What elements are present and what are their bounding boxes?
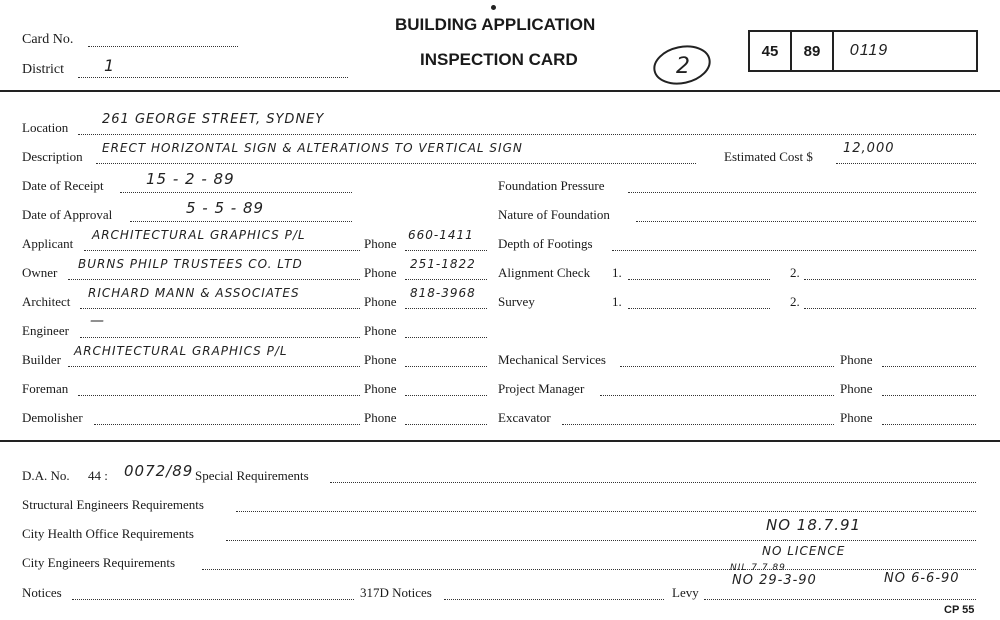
- depth-footings-label: Depth of Footings: [498, 236, 593, 251]
- date-approval-label: Date of Approval: [22, 207, 113, 222]
- excavator-label: Excavator: [498, 410, 551, 425]
- foreman-label: Foreman: [22, 381, 69, 396]
- city-engineers-label: City Engineers Requirements: [22, 555, 176, 570]
- builder-label: Builder: [22, 352, 61, 367]
- applicant-phone-value: 660-1411: [408, 228, 474, 242]
- alignment-check-label: Alignment Check: [498, 265, 591, 280]
- project-manager-label: Project Manager: [498, 381, 585, 396]
- owner-phone-label: Phone: [364, 265, 397, 280]
- alignment-num-1: 1.: [612, 265, 622, 280]
- reference-number-box: [748, 30, 978, 72]
- city-health-value: NO 18.7.91: [766, 516, 862, 534]
- survey-num-1: 1.: [612, 294, 622, 309]
- circled-number: 2: [676, 54, 691, 79]
- location-value: 261 GEORGE STREET, SYDNEY: [102, 112, 325, 127]
- engineer-phone-label: Phone: [364, 323, 397, 338]
- architect-value: RICHARD MANN & ASSOCIATES: [88, 286, 300, 300]
- survey-num-2: 2.: [790, 294, 800, 309]
- ref-year: 89: [792, 32, 834, 70]
- demolisher-phone-label: Phone: [364, 410, 397, 425]
- nature-foundation-label: Nature of Foundation: [498, 207, 610, 222]
- foundation-pressure-label: Foundation Pressure: [498, 178, 605, 193]
- district-label: District: [22, 62, 64, 77]
- form-code: CP 55: [944, 604, 975, 616]
- architect-label: Architect: [22, 294, 71, 309]
- header-divider: [0, 90, 1000, 92]
- alignment-num-2: 2.: [790, 265, 800, 280]
- mechanical-phone-label: Phone: [840, 352, 873, 367]
- special-requirements-label: Special Requirements: [195, 468, 309, 483]
- city-health-label: City Health Office Requirements: [22, 526, 194, 541]
- owner-phone-value: 251-1822: [410, 257, 476, 271]
- notices-label: Notices: [22, 585, 62, 600]
- excavator-phone-label: Phone: [840, 410, 873, 425]
- da-no-prefix: 44 :: [88, 468, 108, 483]
- date-receipt-value: 15 - 2 - 89: [146, 170, 235, 188]
- levy-note-2: NO 29-3-90: [732, 573, 817, 588]
- applicant-label: Applicant: [22, 236, 74, 251]
- da-no-value: 0072/89: [124, 462, 194, 480]
- engineer-label: Engineer: [22, 323, 69, 338]
- estimated-cost-label: Estimated Cost $: [724, 149, 813, 164]
- district-value: 1: [104, 56, 116, 75]
- da-no-label: D.A. No.: [22, 468, 70, 483]
- architect-phone-value: 818-3968: [410, 286, 476, 300]
- section-divider: [0, 440, 1000, 442]
- card-no-field: [88, 46, 238, 47]
- form-subtitle: INSPECTION CARD: [420, 50, 578, 69]
- levy-note-1: NIL 7.7.89: [730, 563, 786, 573]
- owner-value: BURNS PHILP TRUSTEES CO. LTD: [78, 257, 303, 271]
- date-receipt-label: Date of Receipt: [22, 178, 104, 193]
- ref-serial: 0119: [849, 42, 889, 59]
- notices-317d-label: 317D Notices: [360, 585, 432, 600]
- ref-year-prefix: 45: [750, 32, 792, 70]
- applicant-value: ARCHITECTURAL GRAPHICS P/L: [92, 228, 306, 242]
- mechanical-services-label: Mechanical Services: [498, 352, 606, 367]
- punch-dot: [491, 5, 496, 10]
- engineer-value: —: [90, 313, 105, 329]
- structural-requirements-label: Structural Engineers Requirements: [22, 497, 204, 512]
- estimated-cost-value: 12,000: [843, 141, 895, 156]
- date-approval-value: 5 - 5 - 89: [186, 199, 265, 217]
- demolisher-label: Demolisher: [22, 410, 83, 425]
- survey-label: Survey: [498, 294, 535, 309]
- owner-label: Owner: [22, 265, 58, 280]
- card-no-label: Card No.: [22, 32, 74, 47]
- description-label: Description: [22, 149, 83, 164]
- levy-label: Levy: [672, 585, 699, 600]
- form-title: BUILDING APPLICATION: [395, 15, 596, 34]
- city-engineers-value: NO LICENCE: [762, 544, 846, 558]
- district-field: [78, 77, 348, 78]
- levy-note-3: NO 6-6-90: [884, 571, 960, 586]
- description-value: ERECT HORIZONTAL SIGN & ALTERATIONS TO VERTICAL SIGN: [102, 141, 523, 155]
- applicant-phone-label: Phone: [364, 236, 397, 251]
- foreman-phone-label: Phone: [364, 381, 397, 396]
- builder-phone-label: Phone: [364, 352, 397, 367]
- builder-value: ARCHITECTURAL GRAPHICS P/L: [74, 344, 288, 358]
- location-label: Location: [22, 120, 69, 135]
- architect-phone-label: Phone: [364, 294, 397, 309]
- project-manager-phone-label: Phone: [840, 381, 873, 396]
